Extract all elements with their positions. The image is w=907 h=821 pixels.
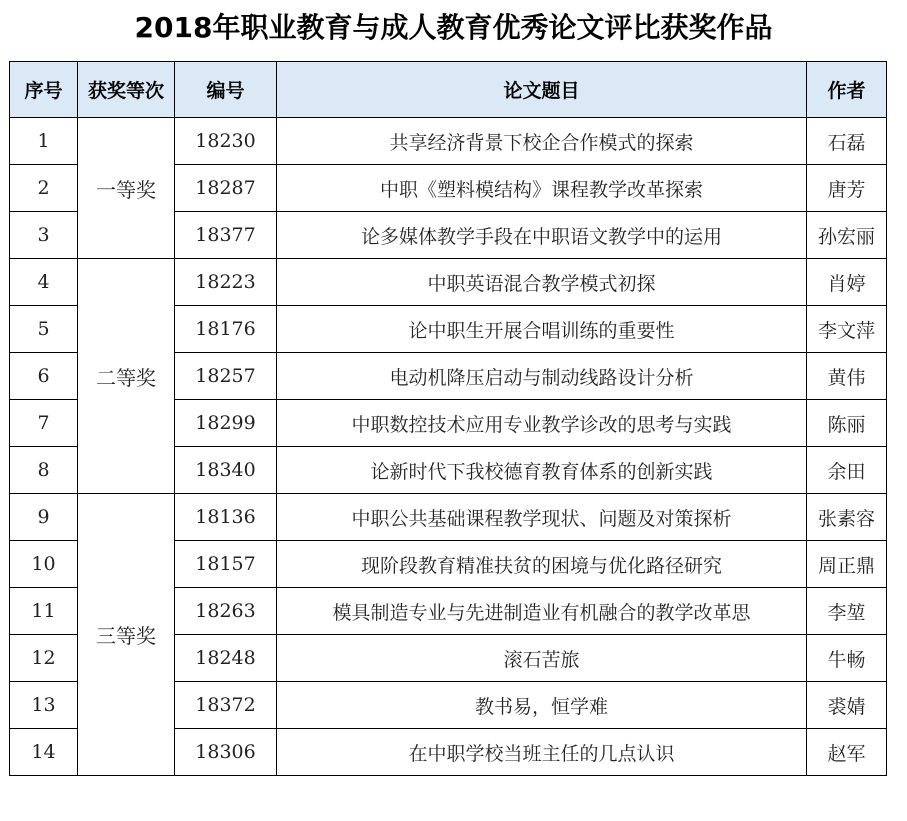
row-paper-title: 中职英语混合教学模式初探: [277, 259, 807, 306]
row-paper-title: 电动机降压启动与制动线路设计分析: [277, 353, 807, 400]
row-number: 12: [10, 635, 78, 682]
row-number: 11: [10, 588, 78, 635]
row-paper-title: 在中职学校当班主任的几点认识: [277, 729, 807, 776]
awards-table: [9, 61, 887, 776]
row-paper-title: 中职《塑料模结构》课程教学改革探索: [277, 165, 807, 212]
row-author: 肖婷: [807, 259, 887, 306]
row-number: 10: [10, 541, 78, 588]
row-paper-title: 滚石苦旅: [277, 635, 807, 682]
row-author: 张素容: [807, 494, 887, 541]
column-header-code: 编号: [175, 62, 277, 118]
award-tier-cell: 三等奖: [78, 494, 175, 776]
row-number: 13: [10, 682, 78, 729]
row-paper-title: 论新时代下我校德育教育体系的创新实践: [277, 447, 807, 494]
table-row: [10, 118, 887, 165]
row-code: 18299: [175, 400, 277, 447]
row-paper-title: 现阶段教育精准扶贫的困境与优化路径研究: [277, 541, 807, 588]
award-tier-cell: 二等奖: [78, 259, 175, 494]
row-number: 1: [10, 118, 78, 165]
row-code: 18230: [175, 118, 277, 165]
row-number: 9: [10, 494, 78, 541]
row-number: 14: [10, 729, 78, 776]
row-number: 4: [10, 259, 78, 306]
table-row: [10, 259, 887, 306]
award-tier-cell: 一等奖: [78, 118, 175, 259]
row-code: 18340: [175, 447, 277, 494]
column-header-number: 序号: [10, 62, 78, 118]
row-author: 裘婧: [807, 682, 887, 729]
row-paper-title: 教书易，恒学难: [277, 682, 807, 729]
row-code: 18287: [175, 165, 277, 212]
row-code: 18372: [175, 682, 277, 729]
row-author: 牛畅: [807, 635, 887, 682]
column-header-award-tier: 获奖等次: [78, 62, 175, 118]
row-paper-title: 共享经济背景下校企合作模式的探索: [277, 118, 807, 165]
row-number: 2: [10, 165, 78, 212]
row-author: 李文萍: [807, 306, 887, 353]
row-author: 余田: [807, 447, 887, 494]
row-code: 18176: [175, 306, 277, 353]
row-author: 李堃: [807, 588, 887, 635]
row-paper-title: 模具制造专业与先进制造业有机融合的教学改革思: [277, 588, 807, 635]
row-code: 18263: [175, 588, 277, 635]
row-author: 孙宏丽: [807, 212, 887, 259]
column-header-author: 作者: [807, 62, 887, 118]
row-code: 18306: [175, 729, 277, 776]
row-code: 18157: [175, 541, 277, 588]
row-code: 18223: [175, 259, 277, 306]
row-number: 7: [10, 400, 78, 447]
row-code: 18377: [175, 212, 277, 259]
row-code: 18257: [175, 353, 277, 400]
row-author: 陈丽: [807, 400, 887, 447]
row-number: 3: [10, 212, 78, 259]
row-author: 周正鼎: [807, 541, 887, 588]
row-author: 唐芳: [807, 165, 887, 212]
row-number: 5: [10, 306, 78, 353]
row-paper-title: 中职数控技术应用专业教学诊改的思考与实践: [277, 400, 807, 447]
row-number: 8: [10, 447, 78, 494]
row-code: 18136: [175, 494, 277, 541]
row-paper-title: 中职公共基础课程教学现状、问题及对策探析: [277, 494, 807, 541]
table-header-row: [10, 62, 887, 118]
row-paper-title: 论多媒体教学手段在中职语文教学中的运用: [277, 212, 807, 259]
row-number: 6: [10, 353, 78, 400]
page-title: 2018年职业教育与成人教育优秀论文评比获奖作品: [134, 11, 773, 44]
row-author: 石磊: [807, 118, 887, 165]
row-author: 黄伟: [807, 353, 887, 400]
table-row: [10, 494, 887, 541]
column-header-paper-title: 论文题目: [277, 62, 807, 118]
row-code: 18248: [175, 635, 277, 682]
row-paper-title: 论中职生开展合唱训练的重要性: [277, 306, 807, 353]
row-author: 赵军: [807, 729, 887, 776]
